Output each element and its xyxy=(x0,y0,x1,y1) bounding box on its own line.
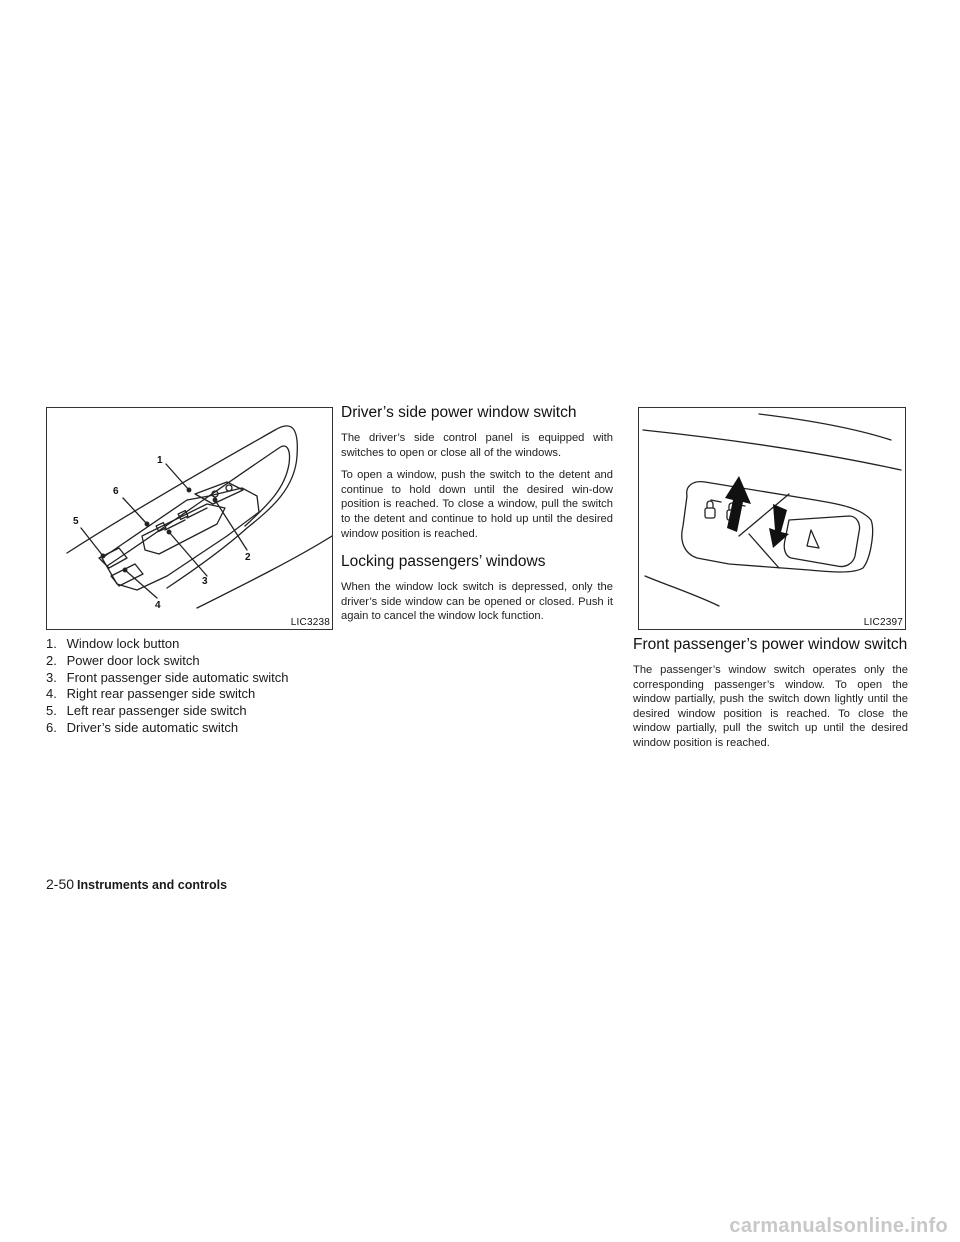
watermark: carmanualsonline.info xyxy=(729,1215,948,1237)
paragraph: When the window lock switch is depressed, only the driver’s side window can be opened or closed. Push it again to cancel the window lock function. xyxy=(341,581,613,623)
figure-id: LIC3238 xyxy=(290,617,330,628)
callout-legend xyxy=(46,636,336,737)
legend-text: Driver’s side automatic switch xyxy=(66,719,239,735)
driver-switch-illustration xyxy=(46,407,333,630)
paragraph: The driver’s side control panel is equipped with switches to open or close all of the windows. xyxy=(341,432,613,459)
legend-item xyxy=(46,670,336,687)
section-heading-passenger-switch: Front passenger’s power window switch xyxy=(633,636,908,653)
legend-number: 4. xyxy=(46,686,57,702)
paragraph: The passenger’s window switch operates only the corresponding passenger’s window. To open the window partially, push the switch down lightly until the desired window position is reached. To close the window partially, pull the switch up until the desired window position is reached. xyxy=(633,664,908,749)
section-heading-locking: Locking passengers’ windows xyxy=(341,553,546,571)
legend-number: 6. xyxy=(46,719,57,735)
footer-section-title: Instruments and controls xyxy=(77,878,228,892)
legend-text: Left rear passenger side switch xyxy=(66,703,247,719)
legend-number: 3. xyxy=(46,669,57,685)
legend-number: 1. xyxy=(46,636,57,651)
figure-id: LIC2397 xyxy=(863,617,903,628)
section-heading-driver-switch: Driver’s side power window switch xyxy=(341,404,577,421)
callout-5: 5 xyxy=(73,516,79,527)
page-footer xyxy=(46,876,227,892)
legend-number: 2. xyxy=(46,652,57,668)
page-number: 2-50 xyxy=(46,876,75,892)
callout-1: 1 xyxy=(157,455,163,466)
legend-item xyxy=(46,653,336,670)
callout-3: 3 xyxy=(202,576,208,587)
legend-text: Right rear passenger side switch xyxy=(66,686,256,702)
callout-6: 6 xyxy=(113,486,119,497)
right-column xyxy=(633,636,908,759)
middle-column xyxy=(341,404,613,632)
legend-number: 5. xyxy=(46,703,57,719)
legend-item xyxy=(46,636,336,653)
callout-4: 4 xyxy=(155,600,161,611)
legend-text: Front passenger side automatic switch xyxy=(66,669,289,685)
legend-text: Window lock button xyxy=(66,636,180,651)
legend-item xyxy=(46,720,336,737)
passenger-switch-illustration xyxy=(638,407,906,630)
legend-text: Power door lock switch xyxy=(66,652,200,668)
driver-switch-drawing xyxy=(47,408,332,629)
legend-item xyxy=(46,686,336,703)
passenger-switch-drawing xyxy=(639,408,905,629)
legend-item xyxy=(46,703,336,720)
paragraph: To open a window, push the switch to the detent and continue to hold down until the desired win-dow position is reached. To close a window, pull the switch to the detent and continue to hold up until the desired window position is reached. xyxy=(341,469,613,540)
callout-2: 2 xyxy=(245,552,251,563)
